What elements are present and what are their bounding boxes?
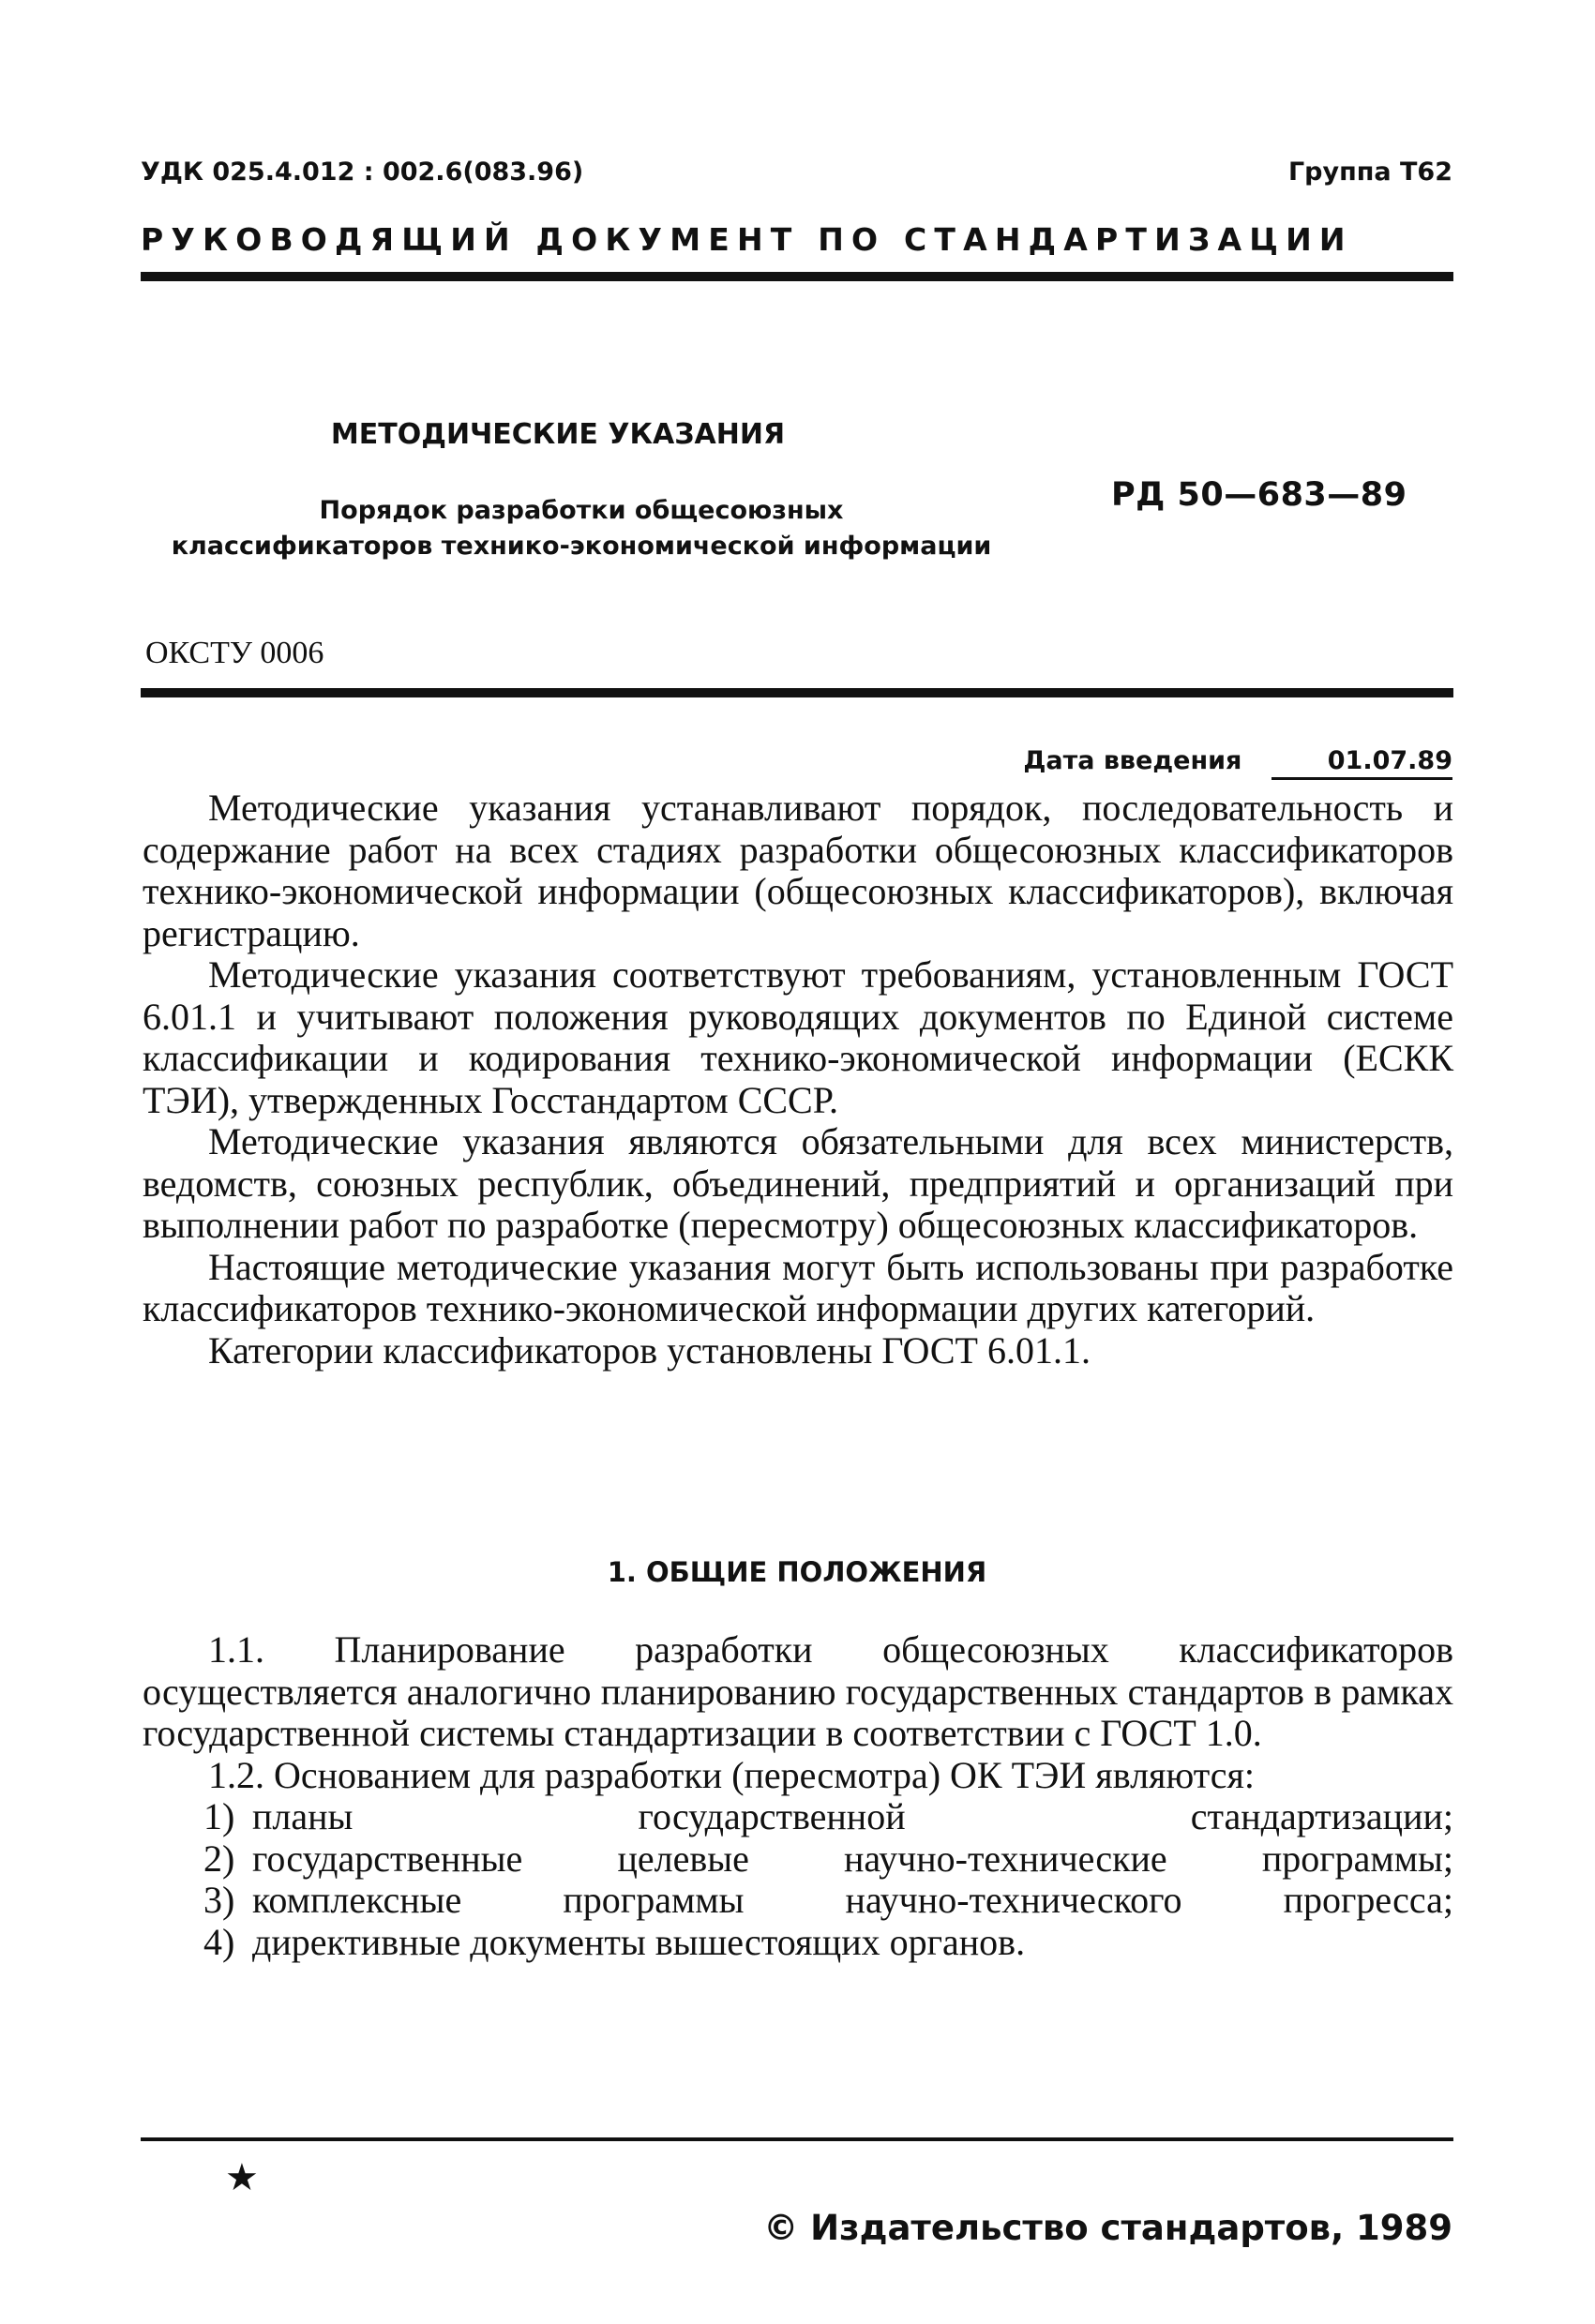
section-heading: 1. ОБЩИЕ ПОЛОЖЕНИЯ (607, 1556, 987, 1588)
list-item (143, 1922, 1453, 1964)
list-item-text: государственные целевые научно-технические программы; (252, 1837, 1453, 1880)
oksty-divider (141, 688, 1453, 697)
document-subtitle (141, 493, 1022, 564)
list-item-number: 3) (203, 1879, 235, 1921)
footer-divider (141, 2137, 1453, 2141)
oksty-code: ОКСТУ 0006 (145, 636, 324, 670)
document-kind-title: МЕТОДИЧЕСКИЕ УКАЗАНИЯ (330, 418, 786, 451)
group-code: Группа Т62 (1287, 157, 1452, 187)
basis-list (143, 1796, 1453, 1963)
document-type-heading: РУКОВОДЯЩИЙ ДОКУМЕНТ ПО СТАНДАРТИЗАЦИИ (141, 221, 1353, 258)
list-item-number: 2) (203, 1837, 235, 1880)
preamble-paragraph-1: Методические указания устанавливают порядок, последовательность и содержание работ на всех стадиях разработки общесоюзных классификаторов технико-экономической информации (общесоюзных классификаторов), включая регистрацию. (143, 787, 1453, 954)
list-item-text: планы государственной стандартизации; (252, 1795, 1453, 1837)
preamble-paragraph-5: Категории классификаторов установлены ГОСТ 6.01.1. (208, 1328, 1091, 1372)
subtitle-line-1: Порядок разработки общесоюзных (319, 496, 844, 525)
udk-code: УДК 025.4.012 : 002.6(083.96) (141, 157, 584, 187)
star-icon: ★ (225, 2156, 259, 2199)
document-number: РД 50—683—89 (1111, 476, 1407, 514)
preamble (143, 787, 1453, 1372)
clause-1-2: 1.2. Основанием для разработки (пересмотра) ОК ТЭИ являются: (208, 1753, 1256, 1796)
list-item-text: комплексные программы научно-технического прогресса; (252, 1879, 1453, 1921)
list-item-number: 1) (203, 1795, 235, 1837)
preamble-paragraph-2: Методические указания соответствуют требованиям, установленным ГОСТ 6.01.1 и учитывают положения руководящих документов по Единой системе классификации и кодирования технико-экономической информации (ЕСКК ТЭИ), утвержденных Госстандартом СССР. (143, 953, 1453, 1121)
introduction-date-label: Дата введения (1023, 746, 1242, 775)
list-item (143, 1796, 1453, 1838)
preamble-paragraph-3: Методические указания являются обязательными для всех министерств, ведомств, союзных республик, объединений, предприятий и организаций при выполнении работ по разработке (пересмотру) общесоюзных классификаторов. (143, 1120, 1453, 1246)
introduction-date-value: 01.07.89 (1271, 746, 1452, 780)
introduction-date (1023, 746, 1452, 780)
header-divider (141, 272, 1453, 281)
list-item (143, 1880, 1453, 1922)
list-item-number: 4) (203, 1920, 235, 1963)
list-item (143, 1838, 1453, 1881)
copyright-notice: © Издательство стандартов, 1989 (763, 2208, 1452, 2248)
preamble-paragraph-4: Настоящие методические указания могут быть использованы при разработке классификаторов технико-экономической информации других категорий. (143, 1245, 1453, 1329)
section-1-body (143, 1629, 1453, 1963)
list-item-text: директивные документы вышестоящих органов. (252, 1920, 1026, 1963)
clause-1-1: 1.1. Планирование разработки общесоюзных классификаторов осуществляется аналогично планированию государственных стандартов в рамках государственной системы стандартизации в соответствии с ГОСТ 1.0. (143, 1628, 1453, 1754)
subtitle-line-2: классификаторов технико-экономической информации (171, 532, 992, 561)
